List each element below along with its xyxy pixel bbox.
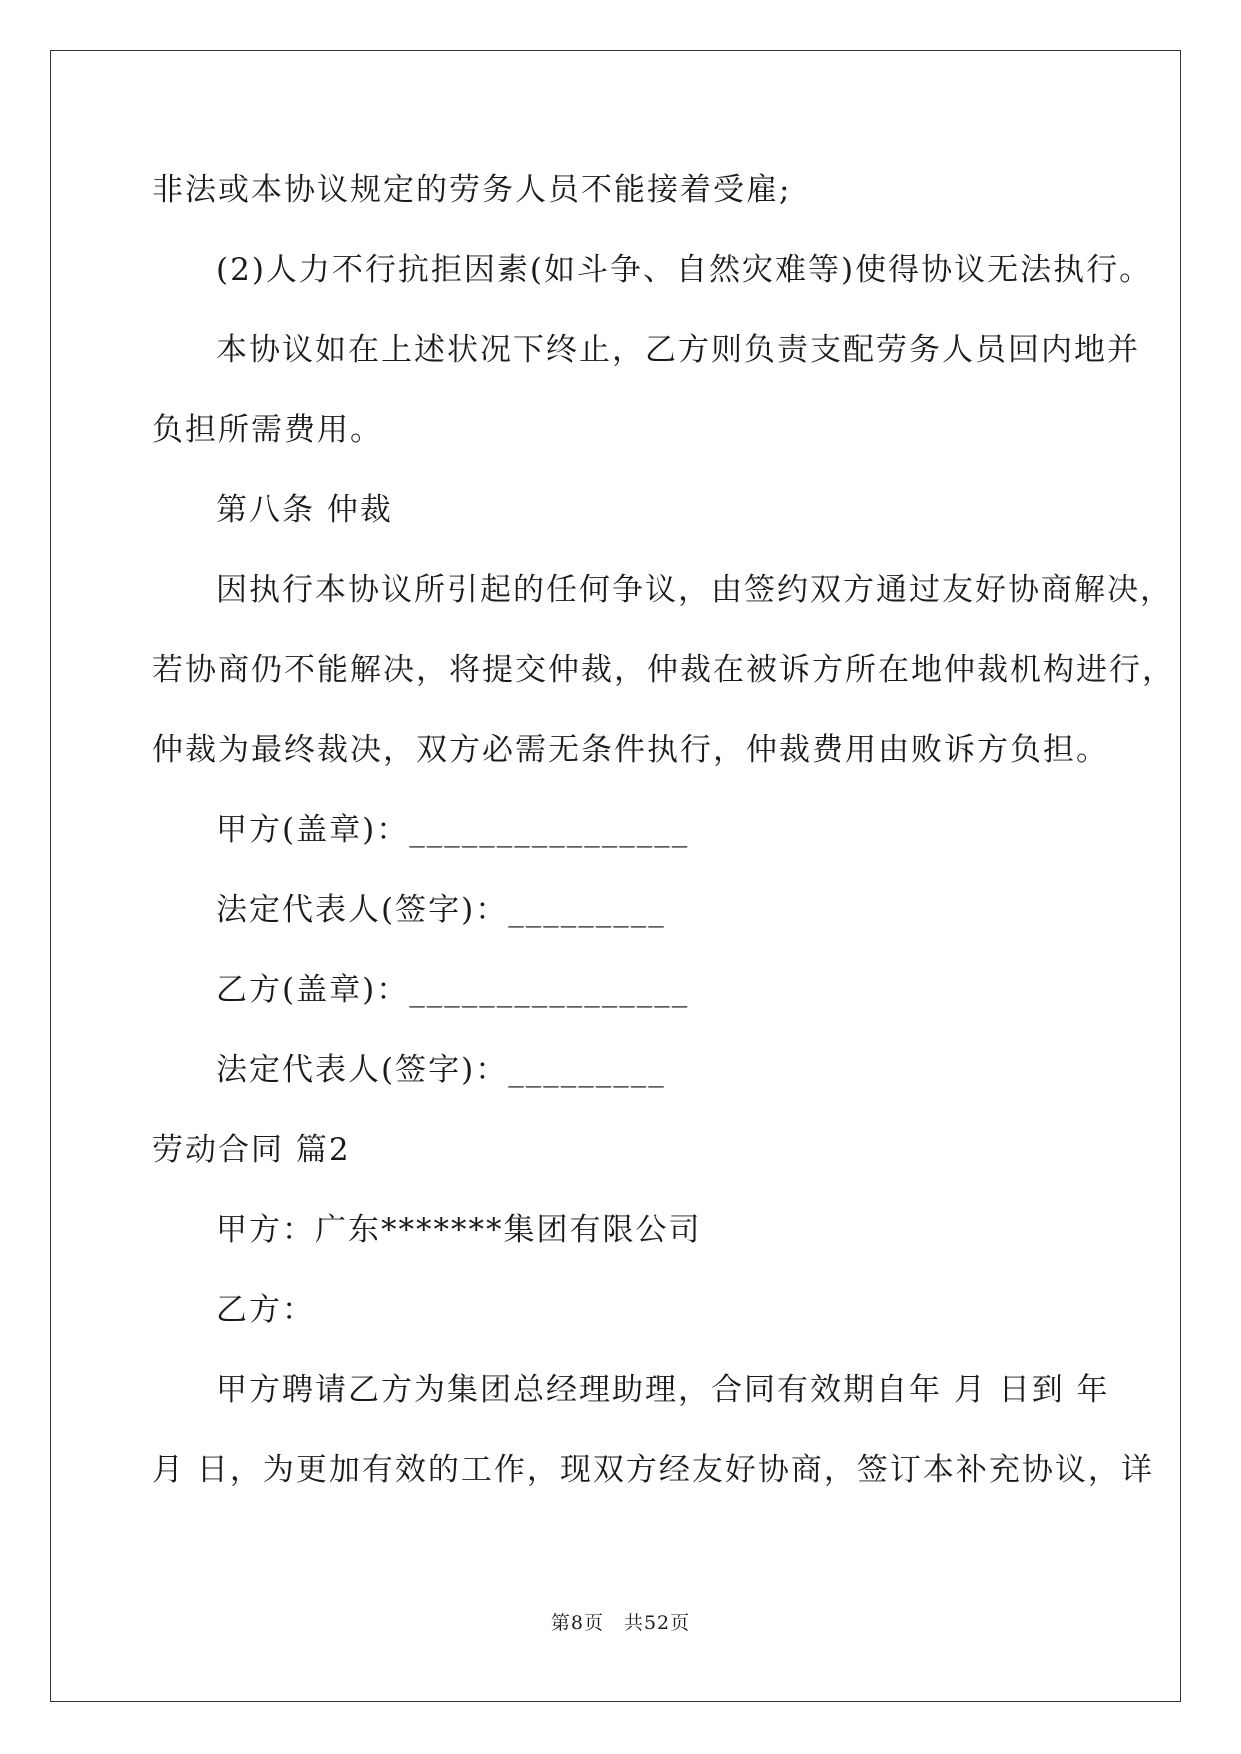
paragraph-line: 负担所需费用。 (152, 412, 383, 448)
paragraph-line: 月 日，为更加有效的工作，现双方经友好协商，签订本补充协议，详 (152, 1452, 1154, 1488)
paragraph-line: 若协商仍不能解决，将提交仲裁，仲裁在被诉方所在地仲裁机构进行， (152, 652, 1175, 688)
signature-line: 法定代表人(签字)：_________ (216, 1052, 666, 1088)
section-heading: 第八条 仲裁 (216, 492, 393, 528)
paragraph-line: 甲方聘请乙方为集团总经理助理，合同有效期自年 月 日到 年 (216, 1372, 1110, 1408)
signature-line: 法定代表人(签字)：_________ (216, 892, 666, 928)
signature-line: 甲方(盖章)：________________ (216, 812, 690, 848)
paragraph-line: 仲裁为最终裁决，双方必需无条件执行，仲裁费用由败诉方负担。 (152, 732, 1109, 768)
signature-line: 乙方(盖章)：________________ (216, 972, 690, 1008)
paragraph-line: 非法或本协议规定的劳务人员不能接着受雇; (152, 172, 792, 208)
paragraph-line: (2)人力不行抗拒因素(如斗争、自然灾难等)使得协议无法执行。 (216, 252, 1153, 288)
party-line: 乙方： (216, 1292, 315, 1328)
party-line: 甲方：广东*******集团有限公司 (216, 1212, 702, 1248)
page-number: 第8页 共52页 (550, 1612, 691, 1634)
paragraph-line: 因执行本协议所引起的任何争议，由签约双方通过友好协商解决， (216, 572, 1173, 608)
paragraph-line: 本协议如在上述状况下终止，乙方则负责支配劳务人员回内地并 (216, 332, 1140, 368)
document-title: 劳动合同 篇2 (152, 1132, 351, 1168)
